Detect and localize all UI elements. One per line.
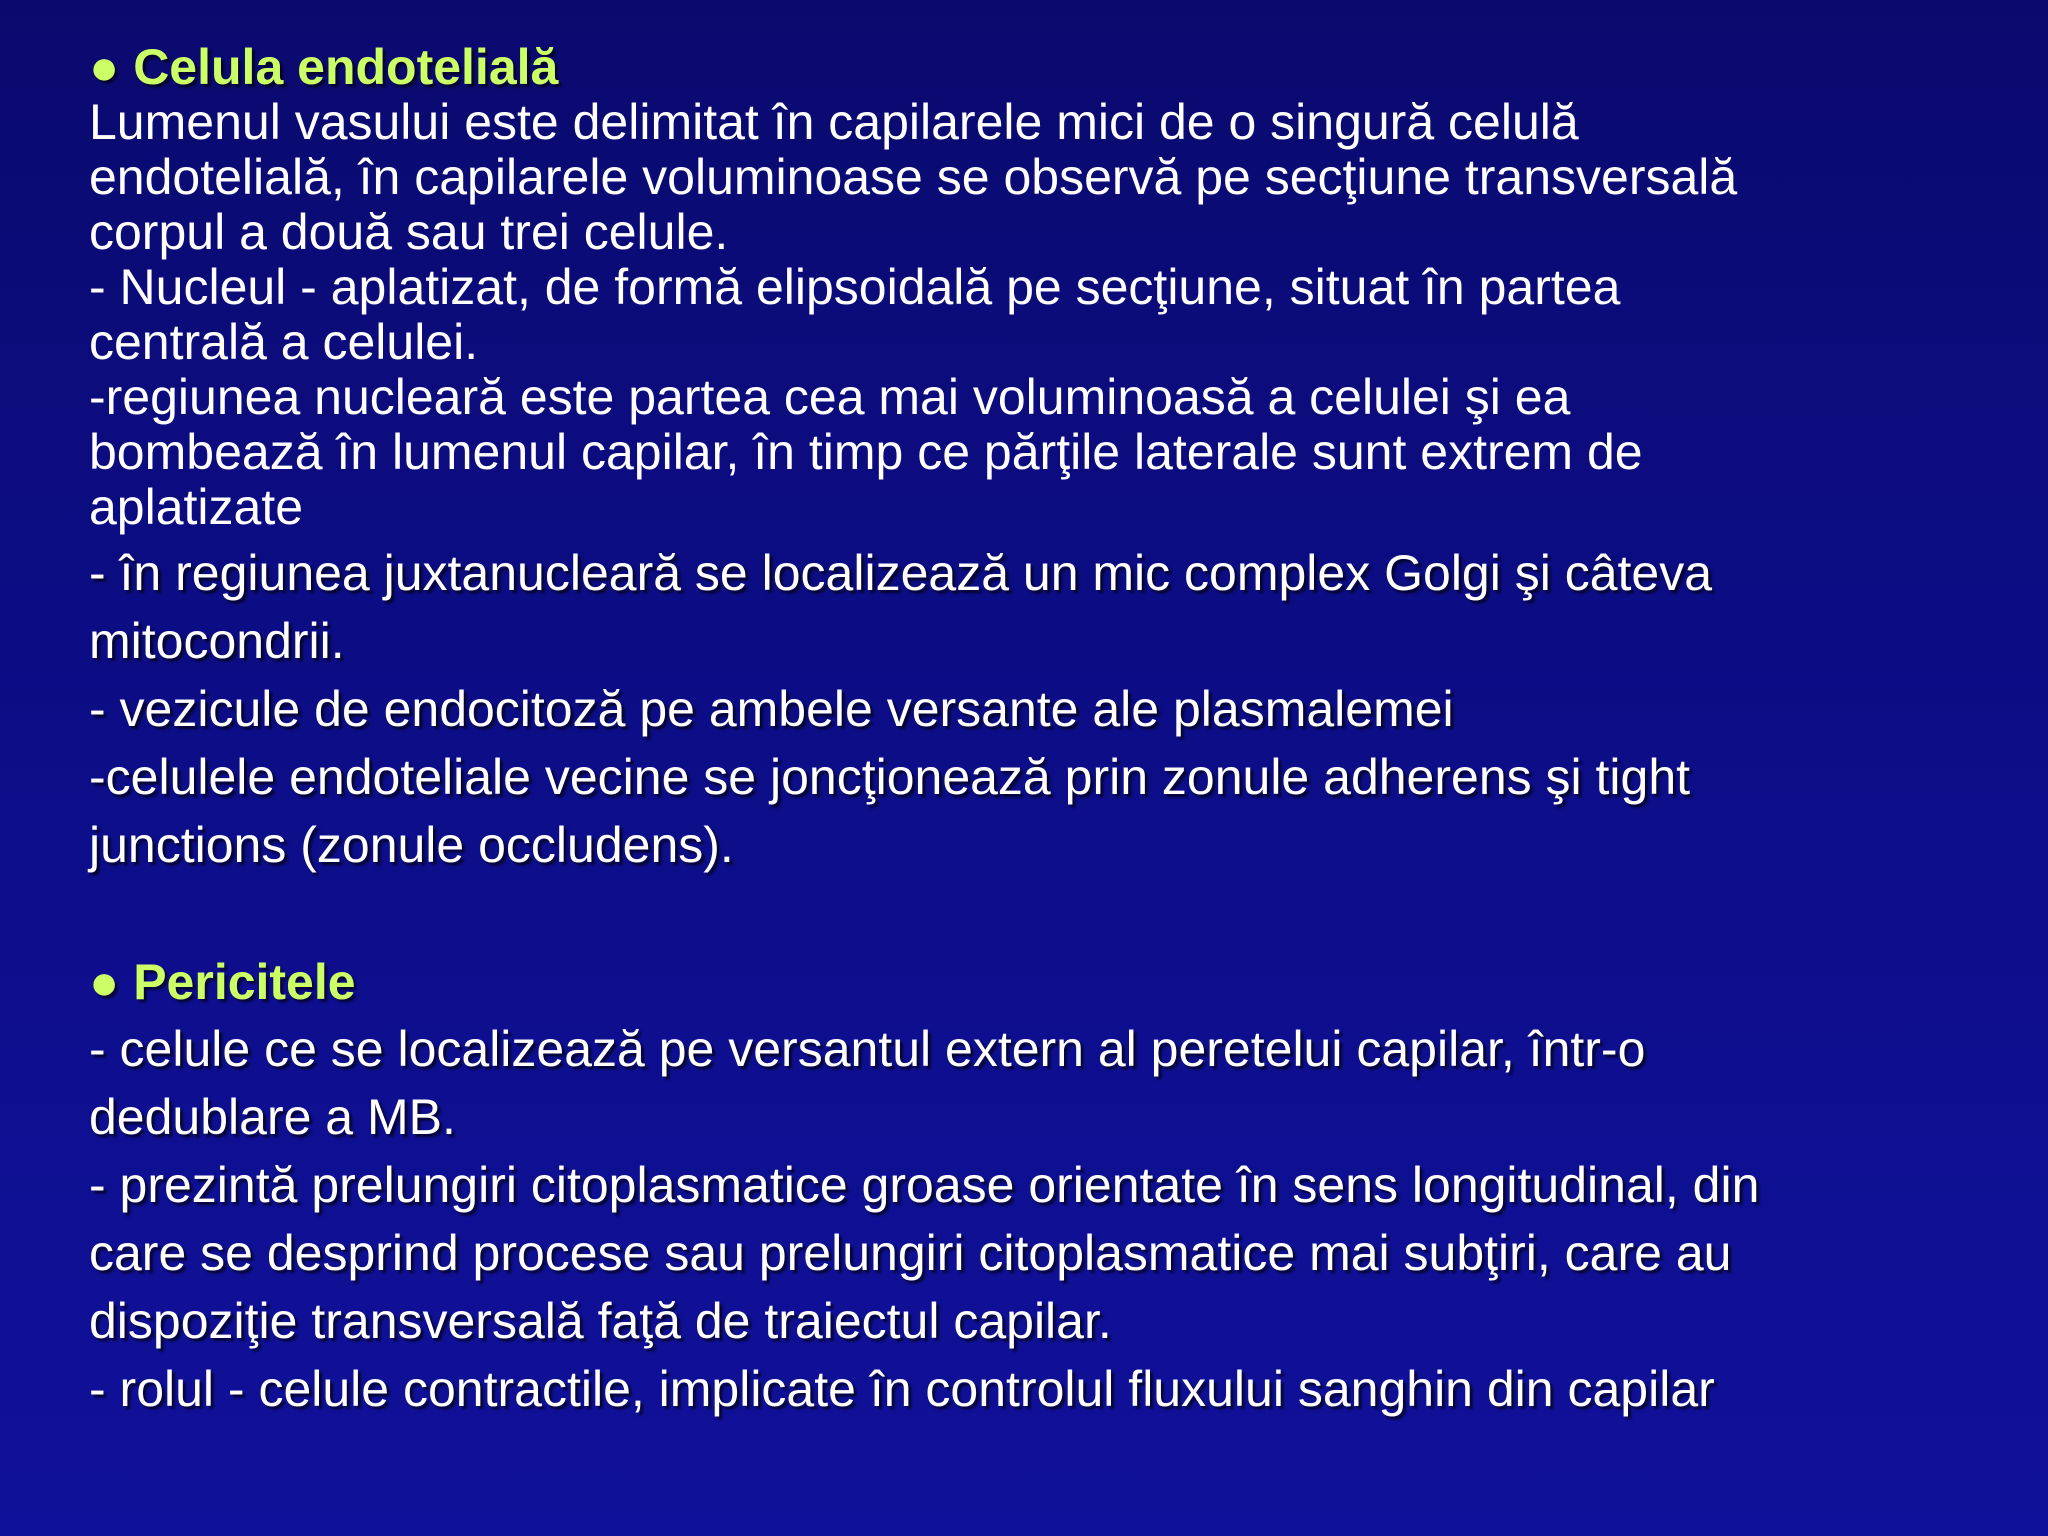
- heading-text: Celula endotelială: [133, 39, 559, 95]
- text-line: - vezicule de endocitoză pe ambele versante ale plasmalemei: [89, 681, 1454, 737]
- text-line: mitocondrii.: [89, 613, 345, 669]
- heading-pericitele: [89, 953, 356, 1011]
- text-line: -regiunea nucleară este partea cea mai voluminoasă a celulei şi ea: [89, 369, 1571, 425]
- text-line: - prezintă prelungiri citoplasmatice groase orientate în sens longitudinal, din: [89, 1157, 1760, 1213]
- text-line: endotelială, în capilarele voluminoase se observă pe secţiune transversală: [89, 149, 1738, 205]
- text-line: - Nucleul - aplatizat, de formă elipsoidală pe secţiune, situat în partea: [89, 259, 1621, 315]
- text-line: - în regiunea juxtanucleară se localizează un mic complex Golgi şi câteva: [89, 545, 1713, 601]
- text-line: care se desprind procese sau prelungiri citoplasmatice mai subţiri, care au: [89, 1225, 1732, 1281]
- text-line: -celulele endoteliale vecine se joncţionează prin zonule adherens şi tight: [89, 749, 1691, 805]
- text-line: - rolul - celule contractile, implicate în controlul fluxului sanghin din capilar: [89, 1361, 1715, 1417]
- bullet-icon: ●: [89, 39, 120, 95]
- text-line: Lumenul vasului este delimitat în capilarele mici de o singură celulă: [89, 94, 1579, 150]
- text-line: centrală a celulei.: [89, 314, 479, 370]
- text-line: aplatizate: [89, 479, 304, 535]
- text-line: dispoziţie transversală faţă de traiectul capilar.: [89, 1293, 1112, 1349]
- text-line: bombează în lumenul capilar, în timp ce părţile laterale sunt extrem de: [89, 424, 1643, 480]
- text-line: junctions (zonule occludens).: [89, 817, 734, 873]
- heading-text: Pericitele: [133, 954, 356, 1010]
- text-line: corpul a două sau trei celule.: [89, 204, 729, 260]
- text-line: dedublare a MB.: [89, 1089, 456, 1145]
- bullet-icon: ●: [89, 954, 120, 1010]
- text-line: - celule ce se localizează pe versantul extern al peretelui capilar, într-o: [89, 1021, 1646, 1077]
- heading-celula-endoteliala: [89, 38, 558, 96]
